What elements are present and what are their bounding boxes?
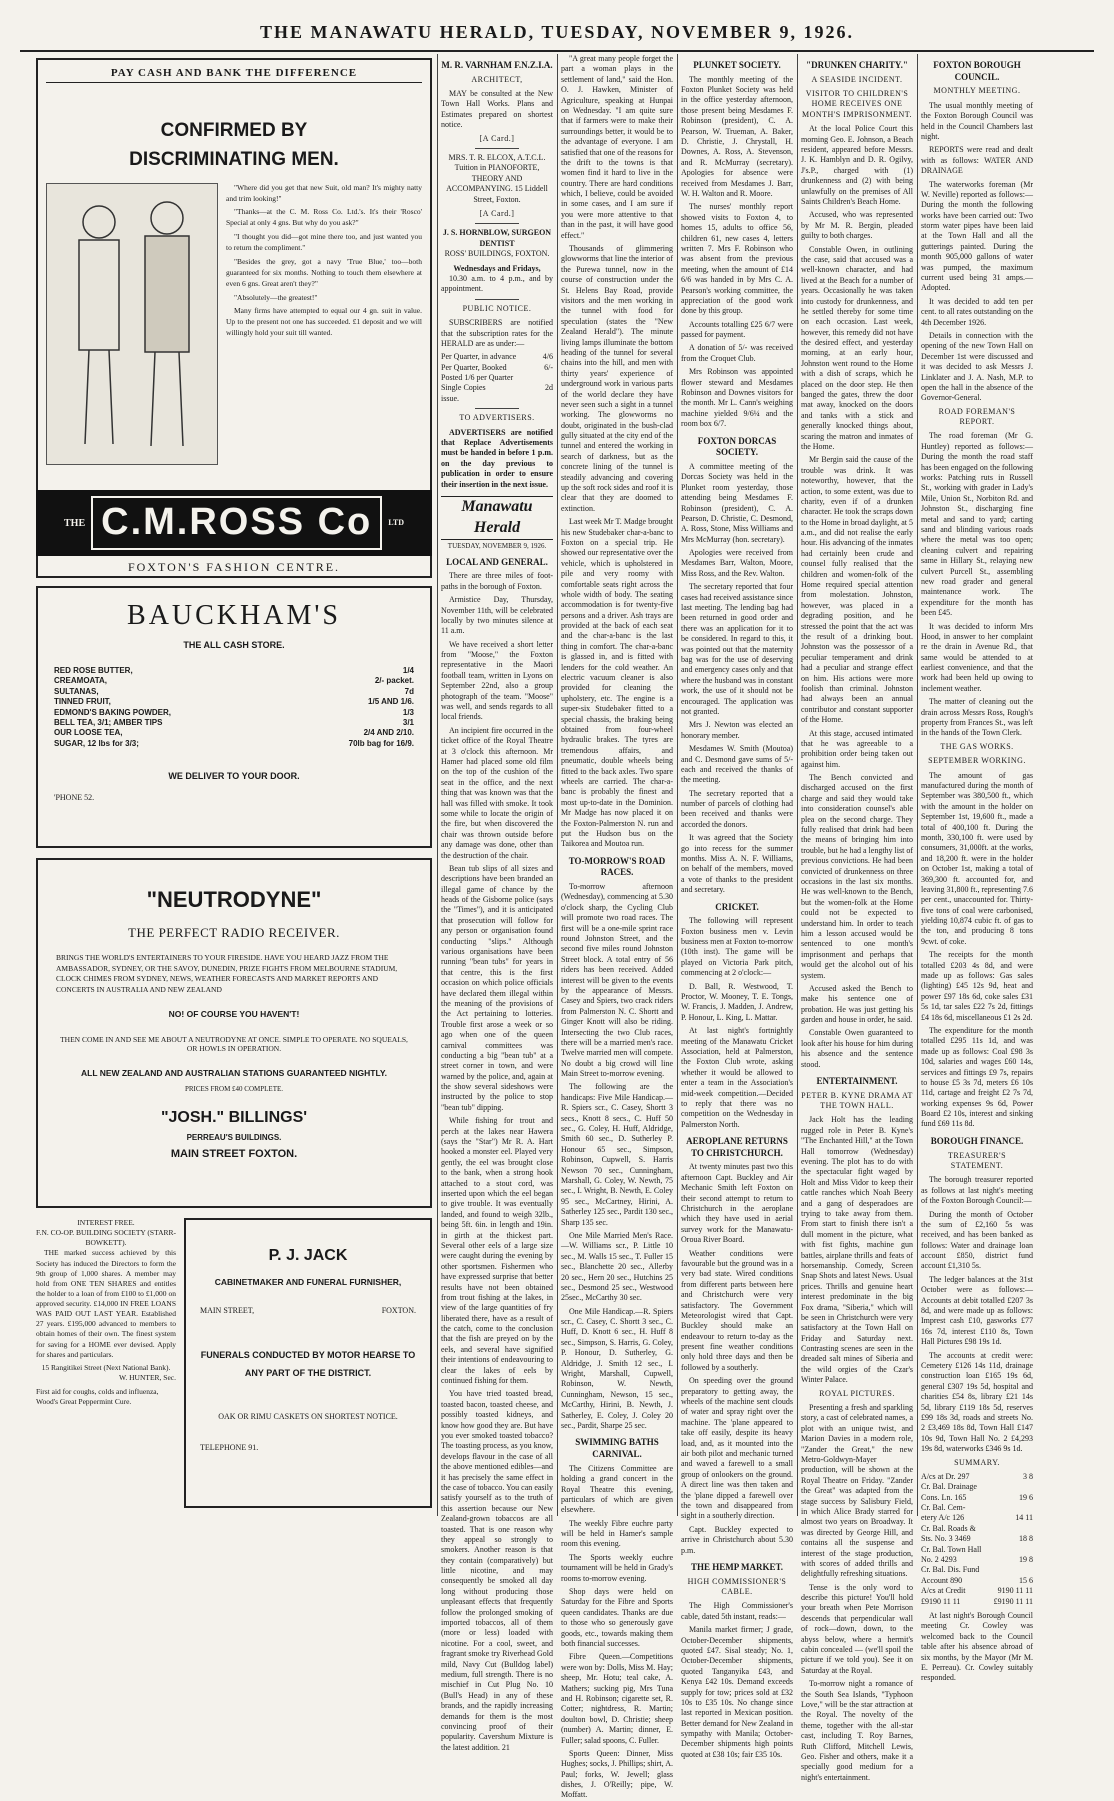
road-head: ROAD FOREMAN'S REPORT. — [938, 406, 1016, 427]
item-price: 1/3 — [402, 707, 414, 717]
column-rule — [797, 54, 798, 1516]
neutrodyne-sub: THE PERFECT RADIO RECEIVER. — [128, 924, 340, 940]
item-price: 1/5 AND 1/6. — [368, 697, 414, 707]
council-para: It was decided to add ten per cent. to all rates outstanding on the 4th December 1926. — [921, 296, 1033, 327]
summary-row — [921, 1472, 1033, 1482]
aero-para: On speeding over the ground preparatory to getting away, the wheels of the machine sent clouds of water and spray right over the machine. The 'plane appeared to take off easily, despite its heavy load, and, as it mounted into the air both pilot and mechanic turned and waved a farewell to a small group of onlookers on the ground. A direct line was then taken and the 'plane dipped a farewell over the town and disappeared from sight in a southerly direction. — [681, 1376, 793, 1521]
summary-value: £9190 11 11 — [993, 1596, 1033, 1606]
price-row — [54, 728, 414, 738]
varnham-name: M. R. VARNHAM F.N.Z.I.A. — [441, 60, 553, 70]
rates-foot: issue. — [441, 393, 459, 403]
charity-para: Mr Bergin said the cause of the trouble was drink. It was noteworthy, however, that the action, to some extent, was due to charity, even if of a drunken character. He took the scraps down to the Home in broad daylight, at 5 a.m., and did not realise the early hour. His advancing of the inmates had certainly been crude and counsel fully realised that the children and women-folk of the Home required special attention from molestation. Johnston, however, was placed in a degrading position, and he stressed the point that the act was the result of a drinking bout. Johnston was the possessor of a peculiar temperament and drink had a peculiar and strange effect on him. His actions were more foolish than criminal. Johnston had always been an annual contributor and constant supporter of the Home. — [801, 455, 913, 725]
road-para: The matter of cleaning out the drain across Messrs Ross, Rough's property from Frances St., was left in the hands of the Town Clerk. — [921, 697, 1033, 738]
council-para: REPORTS were read and dealt with as follows: WATER AND DRAINAGE — [921, 145, 1033, 176]
jack-advert — [184, 1218, 432, 1508]
summary-label: Account 890 — [921, 1575, 963, 1585]
item-price: 2/- packet. — [374, 676, 414, 686]
billings-bldg: PERREAU'S BUILDINGS. — [186, 1132, 282, 1142]
rate-row — [441, 363, 553, 373]
summary-label: Sts. No. 3 3469 — [921, 1534, 971, 1544]
separator — [475, 408, 520, 409]
aero-para: Capt. Buckley expected to arrive in Christchurch about 5.30 p.m. — [681, 1524, 793, 1555]
summary-label: £9190 11 11 — [921, 1596, 961, 1606]
summary-label: Cr. Bal. Roads & — [921, 1523, 976, 1533]
baths-para: The Sports weekly euchre tournament will be held in Grady's rooms to-morrow evening. — [561, 1552, 673, 1583]
rate-row — [441, 352, 553, 362]
ross-para: Many firms have attempted to equal our 4 gn. suit in value. Up to the present not one has succeeded. £1 deposit and we will willingly hold your suit till wanted. — [226, 306, 422, 338]
column-5 — [801, 54, 913, 1782]
jack-name: P. J. JACK — [268, 1247, 348, 1264]
billings-street: MAIN STREET FOXTON. — [170, 1148, 298, 1161]
summary-row — [921, 1482, 1033, 1492]
charity-para: Accused asked the Bench to make his sentence one of probation. He was just getting his garden and house in order, he said. — [801, 983, 913, 1025]
aero-head: AEROPLANE RETURNS TO CHRISTCHURCH. — [686, 1136, 788, 1158]
dorcas-para: The secretary reported that a number of parcels of clothing had been received and thanks were accorded the donors. — [681, 788, 793, 829]
summary-value: 19 6 — [1019, 1492, 1033, 1502]
rate-value: 2d — [545, 383, 553, 393]
royal-para: To-morrow night a romance of the South Sea Islands, "Typhoon Love," will be the star attraction at the Royal. The novelty of the theme, together with the all-star cast, including T. Roy Barnes, Ruth Clifford, Mitchell Lewis, Geo. Fisher and others, make it a specially good medium for a night's entertainment. — [801, 1679, 913, 1782]
charity-para: The Bench convicted and discharged accused on the first charge and said they would take into consideration counsel's able plea on the second charge. They fully realised that drink had been the means of bringing him into trouble, but he had a lengthy list of previous convictions. He had been convicted of drunkenness on three occasions in the last six months. He was well-known to the Bench, but the women-folk at the Home could not be expected to understand him. In order to teach him a lesson accused would be sentenced to one month's imprisonment and perhaps that would get the alcohol out of his system. — [801, 773, 913, 980]
cricket-para: The following will represent Foxton business men v. Levin business men at Foxton to-morrow (10th inst). The game will be played on Victoria Park pitch, commencing at 2 o'clock:— — [681, 916, 793, 978]
ross-advert — [36, 58, 432, 578]
plunket-head: PLUNKET SOCIETY. — [693, 60, 781, 70]
aero-para: Weather conditions were favourable but the ground was in a very bad state. Wired conditions from different parts between here and Christchurch were very satisfactory. The Government Meteorologist wired that Capt. Buckley should make an endeavour to return to-day as the present fine weather conditions only hold three days and then be followed by a southerly. — [681, 1248, 793, 1372]
summary-table — [921, 1472, 1033, 1607]
jack-address — [200, 1306, 416, 1316]
item-name: SULTANAS, — [54, 686, 99, 696]
summary-label: Cr. Bal. Dis. Fund — [921, 1565, 980, 1575]
races-head: TO-MORROW'S ROAD RACES. — [568, 855, 666, 878]
column-rule — [557, 54, 558, 1516]
baths-head: SWIMMING BATHS CARNIVAL. — [575, 1437, 659, 1460]
finance-sub: TREASURER'S STATEMENT. — [947, 1150, 1007, 1170]
masthead-rule — [20, 50, 1094, 52]
summary-row — [921, 1493, 1033, 1503]
local-para: There are three miles of foot-paths in the borough of Foxton. — [441, 571, 553, 591]
summary-row — [921, 1503, 1033, 1513]
column-rule — [917, 54, 918, 1516]
finance-head: BOROUGH FINANCE. — [930, 1135, 1024, 1146]
council-sub: MONTHLY MEETING. — [933, 86, 1021, 96]
baths-para: The weekly Fibre euchre party will be held in Hamer's sample room this evening. — [561, 1518, 673, 1549]
charity-head: "DRUNKEN CHARITY." — [806, 60, 908, 70]
summary-row — [921, 1555, 1033, 1565]
rate-row — [441, 383, 553, 393]
ross-logo: C.M.ROSS Co — [91, 496, 382, 549]
dorcas-para: Mrs J. Newton was elected an honorary member. — [681, 720, 793, 740]
charity-para: Accused, who was represented by Mr M. R. Bergin, pleaded guilty to both charges. — [801, 210, 913, 241]
item-price: 70lb bag for 16/9. — [348, 738, 414, 748]
column-6 — [921, 54, 1033, 1683]
price-row — [54, 666, 414, 676]
masthead: THE MANAWATU HERALD, TUESDAY, NOVEMBER 9, 1926. — [259, 22, 855, 42]
interest-head: INTEREST FREE. — [77, 1218, 135, 1227]
varnham-text: MAY be consulted at the New Town Hall Works. Plans and Estimates prepared on shortest notice. — [441, 89, 553, 130]
road-para: The road foreman (Mr G. Huntley) reported as follows:—During the month the road staff has been engaged on the following works: Patching ruts in Russell St., working with grader in Lady's Mile, Union St., Norbiton Rd. and Johnston St., discharging fine metal and sand to yard; carting sand and blinding various roads where the metal was too open; cleaning culvert and repairing same in Hillary St., relaying new culvert Purcell St., assembling new road grader and general maintenance work. The expenditure for the month has been £45. — [921, 431, 1033, 618]
charity-para: At the local Police Court this morning Geo. E. Johnson, a Beach resident, appeared before Messrs. J. K. Hamblyn and D. R. Ogilvy, J's.P., charged with (1) drunkenness and (2) with being unlawfully on the premises of All Saints Children's Beach Home. — [801, 124, 913, 206]
bauckham-phone: 'PHONE 52. — [54, 792, 95, 802]
baths-para: The Citizens Committee are holding a grand concert in the Royal Theatre this evening, particulars of which are given elsewhere. — [561, 1463, 673, 1515]
summary-value: 3 8 — [1023, 1471, 1033, 1481]
dorcas-para: Mesdames W. Smith (Moutoa) and C. Desmond gave sums of 5/- each and received the thanks of the meeting. — [681, 744, 793, 785]
bauckham-deliver: WE DELIVER TO YOUR DOOR. — [168, 771, 300, 782]
ross-logo-the: THE — [64, 517, 86, 529]
neutrodyne-come: THEN COME IN AND SEE ME ABOUT A NEUTRODYNE AT ONCE. SIMPLE TO OPERATE. NO SQUEALS, OR HOWLS IN OPERATION. — [60, 1034, 408, 1054]
hemp-para: Manila market firmer; J grade, October-December shipments, quoted £47. Sisal steady; No. 1, October-December shipments, quoted Tanganyika £43, and Kenya £42 10s. Demand exceeds supply for tow; prices sold at £32 10s to £35 10s. No change since last reported in Mexican position. Better demand for New Zealand in sympathy with Manila; October-December shipments high points quoted at £38 10s; fair £35 10s. — [681, 1625, 793, 1759]
notice-head: PUBLIC NOTICE. — [462, 303, 532, 313]
charity-para: Constable Owen, in outlining the case, said that accused was a well-known character, and had lived at the Beach for a number of years. Occasionally he was taken into custody for drunkenness, and he settled thereby for some time on each occasion. Last week, however, this remedy did not have the desired effect, and yesterday morning, at an early hour, Johnston went round to the Home with a dish of scraps, which he placed on the door step. He then banged the gates, threw the door mat away, knocked on the doors and tanks with a stick and generally knocked things about, scaring the matron and inmates of the Home. — [801, 244, 913, 451]
item-name: CREAMOATA, — [54, 676, 108, 686]
item-name: OUR LOOSE TEA, — [54, 728, 123, 738]
summary-row — [921, 1576, 1033, 1586]
ent-head: ENTERTAINMENT. — [816, 1076, 898, 1087]
charity-para: At this stage, accused intimated that he was agreeable to a prohibition order being taken out against him. — [801, 728, 913, 769]
item-price: 3/1 — [402, 718, 414, 728]
ross-top-line: PAY CASH AND BANK THE DIFFERENCE — [46, 66, 422, 83]
price-row — [54, 687, 414, 697]
races-para: To-morrow afternoon (Wednesday), commencing at 5.30 o'clock sharp, the Cycling Club will promote two road races. The first will be a one-mile sprint race round Johnston Street, and the second five miles round Johnston Street block. A total entry of 56 riders has been received. Added interest will be given to the events by the appearance of Messrs. Casey and Spiers, two crack riders from Palmerston N. C. Shortt and Ginger Knott will also be riding. Intersecting the two Club races, there will be a married men's race. Twelve married men will compete. No doubt a big crowd will line Main Street to-morrow evening. — [561, 882, 673, 1079]
price-row — [54, 697, 414, 707]
hemp-head: THE HEMP MARKET. — [690, 1561, 784, 1572]
dorcas-para: The secretary reported that four cases had received assistance since last meeting. The lending bag had been returned in good order and there was an application for it to be considered. In regard to this, it was pointed out that the maternity bag was for the use of deserving and emergency cases only and that where the husband was in constant work, the use of it should not be encouraged. The application was not granted. — [681, 582, 793, 716]
item-name: BELL TEA, 3/1; AMBER TIPS — [54, 718, 163, 728]
plunket-para: The monthly meeting of the Foxton Plunket Society was held in the office yesterday afternoon, those present being Mesdames F. Robinson (president), C. A. Pearson, W. Trueman, A. Baker, D. Christie, J. Chrystall, H. Downes, A. Ross, A. Stevenson, and R. McMurray (secretary). Apologies for absence were received from Mesdames J. Barr, W. H. Walton and R. Moore. — [681, 74, 793, 198]
neutrodyne-all: ALL NEW ZEALAND AND AUSTRALIAN STATIONS GUARANTEED NIGHTLY. — [81, 1068, 387, 1079]
races-para: One Mile Handicap.—R. Spiers scr., C. Casey, C. Shortt 3 sec., C. Huff, D. Knott 6 sec., H. Huff 8 sec., Simpson, S. Harris, G. Coley, P. Honour, D. Sutherley, G. Aldridge, J. Smith 12 sec., I. Wright, Marshall, Cupwell, Robinson, W. Newth, Cunningham, Newson, 15 sec., McCarthy, Hirini, B. Newth, J. Satherley, E. Coley, J. Coley 20 sec., Pardit, Sharpe 25 sec. — [561, 1306, 673, 1430]
ross-tagline: FOXTON'S FASHION CENTRE. — [127, 560, 341, 574]
summary-row — [921, 1513, 1033, 1523]
rate-label: Per Quarter, in advance — [441, 352, 517, 362]
aero-para: At twenty minutes past two this afternoon Capt. Buckley and Air Mechanic Smith left Foxton on their second attempt to return to Christchurch in the aeroplane which they have used in aerial survey work for the Manawatu-Oroua River Board. — [681, 1162, 793, 1245]
item-name: EDMOND'S BAKING POWDER, — [54, 707, 172, 717]
jack-town: FOXTON. — [381, 1305, 416, 1315]
summary-label: A/cs at Credit — [921, 1586, 966, 1596]
column-rule — [677, 54, 678, 1516]
jack-street: MAIN STREET, — [200, 1305, 255, 1315]
interest-text: THE marked success achieved by this Society has induced the Directors to form the 9th group of 1,000 shares. A member may hold from ONE TEN SHARES and entitles the holder to a loan of from £100 to £1,000 on approved security. £14,000 IN FREE LOANS WAS PAID OUT LAST YEAR. Established 27 years. £195,000 advanced to members to obtain homes of their own. The finest system for saving for a HOME ever devised. Apply for shares and particulars. — [36, 1248, 176, 1359]
news-para: Thousands of glimmering glowworms that line the interior of the Purewa tunnel, now in the course of construction under the St. Helens Bay Road, provide visitors and the men working in the tunnel with food for speculation (states the "New Zealand Herald"). The minute living lamps illuminate the bottom heading of the tunnel for several chains into the hill, and men with thirty years' experience of underground work in various parts of the world declare they have never seen such a sight in a tunnel working. The glowworms no doubt, originated in the bush-clad gully situated at the city end of the tunnel and entered the working in search of darkness, but as the concrete lining of the tunnel is steadily advancing and covering up the soft rock sides and roof it is clear that they are doomed to extinction. — [561, 244, 673, 513]
price-row — [54, 739, 414, 749]
neutrodyne-text: BRINGS THE WORLD'S ENTERTAINERS TO YOUR FIRESIDE. HAVE YOU HEARD JAZZ FROM THE AMBASSADOR, SYDNEY, OR THE SAVOY, DUNEDIN, PRIZE FIGHTS FROM MELBOURNE STADIUM, CLOCK CHIMES FROM SYDNEY, NEWS, WEATHER FORECASTS AND MARKET REPORTS AND CONCERTS IN AUSTRALIA AND NEW ZEALAND — [56, 953, 398, 994]
cricket-para: D. Ball, R. Westwood, T. Proctor, W. Mooney, T. E. Tongs, W. Francis, J. Madden, J. Andrew, P. Honour, L. King, L. Mattar. — [681, 981, 793, 1022]
summary-row — [921, 1534, 1033, 1544]
summary-value: 14 11 — [1015, 1513, 1033, 1523]
column-4 — [681, 54, 793, 1759]
summary-row — [921, 1524, 1033, 1534]
summary-row — [921, 1586, 1033, 1596]
interest-foot: First aid for coughs, colds and influenza, Wood's Great Peppermint Cure. — [36, 1387, 159, 1407]
summary-value: 15 6 — [1019, 1575, 1033, 1585]
summary-row — [921, 1597, 1033, 1607]
billings-name: "JOSH." BILLINGS' — [160, 1109, 308, 1127]
item-price: 1/4 — [402, 666, 414, 676]
hornblow-days: Wednesdays and Fridays, — [453, 263, 541, 273]
rate-label: Per Quarter, Booked — [441, 362, 507, 372]
local-head: LOCAL AND GENERAL. — [446, 556, 548, 567]
council-para: The usual monthly meeting of the Foxton Borough Council was held in the Council Chambers last night. — [921, 100, 1033, 141]
price-row — [54, 676, 414, 686]
finance-para: The ledger balances at the 31st October were as follows:—Accounts at debit totalled £207 3s 8d, and were made up as follows: Imprest cash £10, gasworks £77 16s 7d, interest £110 8s, Town Hall Pictures £98 19s 1d. — [921, 1274, 1033, 1347]
ross-para: "Where did you get that new Suit, old man? It's mighty natty and trim looking!" — [226, 182, 422, 203]
news-para: Last week Mr T. Madge brought his new Studebaker char-a-banc to Foxton on a special trip. He showed our representative over the vehicle, which is upholstered in pile and very roomy with comfortable seats right across the whole width of body. The seating accommodation is for twenty-five persons and a driver. Ash trays are provided at the back of each seat and the char-a-banc is the last thing in comfort. The char-a-banc is glassed in, and is fitted with lenders for the cold weather. An electric vacuum cleaner is also provided for cleaning the upholstery, etc. The engine is a super-six Studebaker fitted to a special chassis, the braking being obtained from four-wheel hydraulic brakes. The tyres are tremendous affairs, and pneumatic, double wheels being fitted to the back axles. Two spare wheels are carried. The char-a-banc is probably the finest and most up-to-date in the Dominion. Mr Madge has now placed it on the Foxton-Palmerston N. run and put the Hudson bus on the Taikorea and Moutoa run. — [561, 517, 673, 849]
ent-sub: PETER B. KYNE DRAMA AT THE TOWN HALL. — [801, 1090, 913, 1111]
charity-sub: A SEASIDE INCIDENT. — [811, 74, 903, 84]
road-para: It was decided to inform Mrs Hood, in answer to her complaint re the drain in Avenue Rd., that same would be attended to at earliest convenience, and that the work had been held up owing to inclement weather. — [921, 621, 1033, 693]
two-men-illustration — [46, 183, 218, 465]
ross-para: "I thought you did—got mine there too, and just wanted you to return the compliment." — [226, 232, 422, 253]
jack-hearse: FUNERALS CONDUCTED BY MOTOR HEARSE TO ANY PART OF THE DISTRICT. — [200, 1350, 416, 1379]
charity-sub2: VISITOR TO CHILDREN'S HOME RECEIVES ONE MONTH'S IMPRISONMENT. — [801, 89, 913, 119]
baths-para: Shop days were held on Saturday for the Fibre and Sports queen candidates. Thanks are due to those who so generously gave goods, etc., towards making them both financial successes. — [561, 1587, 673, 1648]
neutrodyne-price: PRICES FROM £40 COMPLETE. — [184, 1085, 284, 1094]
races-para: The following are the handicaps: Five Mile Handicap.—R. Spiers scr., C. Casey, Shortt 3 secs., Knott 8 secs., C. Huff 50 sec., G. Coley, H. Huff, Aldridge, Smith 60 sec., D. Sutherley P. Honour 65 sec., Simpson, Robinson, Cupwell, S. Harris Newson 70 sec., Cunningham, Marshall, G. Coley, W. Newth, 75 sec., I. Wright, B. Newth, E. Coley 95 sec., McCartney, Hirini, A. Satherley 125 sec., Pardit 130 sec., Sharp 135 sec. — [561, 1082, 673, 1227]
advert-column — [36, 58, 432, 1516]
bauckham-advert — [36, 586, 432, 848]
ross-para: "Absolutely—the greatest!" — [234, 292, 318, 302]
ross-para: "Besides the grey, got a navy 'True Blue,' too—both guaranteed for six months. Nothing to touch them elsewhere at even 6 gns. Great aren't they?" — [226, 256, 422, 288]
item-name: TINNED FRUIT, — [54, 697, 111, 707]
hornblow-hours: 10.30 a.m. to 4 p.m., and by appointment. — [441, 273, 553, 294]
summary-label: Cr. Bal. Cem- — [921, 1503, 966, 1513]
summary-label: Cons. Ln. 165 — [921, 1492, 967, 1502]
separator — [475, 223, 520, 224]
separator — [475, 299, 520, 300]
item-name: RED ROSE BUTTER, — [54, 666, 133, 676]
summary-label: etery A/c 126 — [921, 1513, 965, 1523]
gentlemen-figure-icon — [47, 184, 217, 464]
column-3 — [561, 54, 673, 1800]
neutrodyne-advert — [36, 858, 432, 1208]
rate-value: 6/- — [544, 362, 553, 372]
ross-para: "Thanks—at the C. M. Ross Co. Ltd.'s. It's their 'Rosco' Special at only 4 gns. But why do you ask?" — [226, 207, 422, 228]
bauckham-sub: THE ALL CASH STORE. — [183, 640, 285, 651]
interest-sec: W. HUNTER, Sec. — [118, 1372, 176, 1382]
card-label: [A Card.] — [479, 208, 515, 218]
summary-head: SUMMARY. — [954, 1457, 1000, 1467]
baths-para: Fibre Queen.—Competitions were won by: Dolls, Miss M. Hay; sheep, Mr. Hotu; teal cake, A. Mathers; sucking pig, Mrs Tuna and H. Robinson; cigarette set, R. Cotter; nightdress, R. Martin; doulton bowl, D. Christie; sheep (number) A. Martin; dinner, E. Fuller; salad spoons, C. Fuller. — [561, 1652, 673, 1745]
ross-heading-2: DISCRIMINATING MEN. — [129, 148, 339, 170]
gas-sub: SEPTEMBER WORKING. — [928, 756, 1026, 766]
council-para: The waterworks foreman (Mr W. Neville) reported as follows:—During the month the following works have been carried out: Two storm water pipes have been laid at the Town Hall and all the gutterings painted. During the month 905,000 gallons of water was pumped, the maximum current used being 31 amps.—Adopted. — [921, 179, 1033, 293]
closing-para: At last night's Borough Council meeting Cr. Cowley was welcomed back to the Council table after his absence abroad of six months, by the Mayor (Mr M. E. Perreau). Cr. Cowley suitably responded. — [921, 1610, 1033, 1683]
royal-head: ROYAL PICTURES. — [819, 1388, 895, 1398]
jack-phone: TELEPHONE 91. — [200, 1442, 259, 1452]
ross-logo-banner — [36, 490, 432, 556]
summary-label: Cr. Bal. Town Hall — [921, 1544, 982, 1554]
cricket-para: At last night's fortnightly meeting of the Manawatu Cricket Association, held at Palmerston, the Foxton Club wrote, asking whether it would be allowed to enter a team in the Association's mid-week competition.—Decided to reply that there was no competition on the Wednesday in Palmerston North. — [681, 1026, 793, 1129]
summary-row — [921, 1545, 1033, 1555]
hemp-para: The High Commissioner's cable, dated 5th instant, reads:— — [681, 1601, 793, 1621]
finance-para: During the month of October the sum of £2,160 5s was received, and has been banked as follows: Water and drainage loan account £850, district fund account £1,310 5s. — [921, 1209, 1033, 1271]
summary-label: A/cs at Dr. 297 — [921, 1471, 970, 1481]
finance-para: The accounts at credit were: Cemetery £126 14s 11d, drainage construction loan £165 19s 6d, general £307 19s 5d, hospital and charities £54 8s, library £21 14s 5d, library £119 18s 5d, reserves £99 18s 3d, roads and streets No. 2 £3,469 18s 8d, Town Hall £147 10s 9d, Town Hall No. 2 £4,293 19s 8d, waterworks £346 9s 1d. — [921, 1350, 1033, 1454]
plunket-para: Accounts totalling £25 6/7 were passed for payment. — [681, 319, 793, 340]
ross-heading-1: CONFIRMED BY — [160, 120, 308, 142]
dorcas-para: It was agreed that the Society go into recess for the summer months. Miss A. N. F. Williams, on behalf of the members, moved a vote of thanks to the president and secretary. — [681, 833, 793, 895]
price-row — [54, 718, 414, 728]
rate-label: Posted 1/6 per Quarter — [441, 373, 514, 383]
interest-sub: F.N. CO-OP. BUILDING SOCIETY (STARR-BOWKETT). — [36, 1228, 176, 1248]
notice-text: SUBSCRIBERS are notified that the subscription rates for the HERALD are as under:— — [441, 318, 553, 348]
royal-para: Presenting a fresh and sparkling story, a cast of celebrated names, a plot with an unique twist, and Marion Davies in a modern role, "Zander the Great," the new Metro-Goldwyn-Mayer production, will be shown at the Royal Theatre on Friday. "Zander the Great" was adapted from the stage success by Salisbury Field, in which Alice Brady starred for almost two years on Broadway. It was directed by George Hill, and contains all the suspense and interest of the stage production, with scores of added thrills and delightfully refreshing situations. — [801, 1403, 913, 1579]
column-rule — [437, 54, 438, 1516]
paper-title: Manawatu Herald — [441, 496, 553, 540]
gas-para: The amount of gas manufactured during the month of September was 380,500 ft., which with the amount in the holder on September 1st, 19,600 ft., made a total of 400,100 ft. During the month, 330,100 ft. were used by consumers, 31,000ft. at the works, and 18,200 ft. were in the holder on October 1st, making a total of 369,300 ft. accounted for, and leaving 31,800 ft., representing 7.6 per cent., unaccounted for. Thirty-five tons of coal were carbonised, yielding 10,874 cubic ft. of gas to the ton, and producing 8 tons 9cwt. of coke. — [921, 770, 1033, 946]
dorcas-head: FOXTON DORCAS SOCIETY. — [697, 435, 777, 458]
bauckham-price-list — [54, 666, 414, 749]
gas-para: The expenditure for the month totalled £295 11s 1d, and was made up as follows: Coal £98 3s 10d, salaries and wages £60 14s, services and fittings £9 7s, repairs to house £5 3s 7d, meters £6 10s 11d, cartage and freight £2 7s 7d, working expenses 9s 6d, Power Board £2 10s, interest and sinking fund £69 11s 8d. — [921, 1025, 1033, 1129]
gas-para: The receipts for the month totalled £203 4s 8d, and were made up as follows: Gas sales (lighting) £45 12s 9d, heat and power £97 18s 6d, coke sales £31 5s 1d, tar sales £22 7s 2d, fittings £4 18s 6d, miscellaneous £1 2s 2d. — [921, 950, 1033, 1022]
summary-value: 9190 11 11 — [997, 1586, 1033, 1596]
card-label: [A Card.] — [479, 133, 515, 143]
jack-caskets: OAK OR RIMU CASKETS ON SHORTEST NOTICE. — [218, 1412, 398, 1422]
local-para: Bean tub slips of all sizes and descriptions have been branded an illegal game of chance by the heads of the Gisborne police (says the "Times"), and it is anticipated that prosecution will follow for any person or organisation found conducting "slips." Although various organisations have been running "bean tubs" for years in that centre, this is the first occasion on which police officials have declared them illegal within the meaning of the provisions of the Act pertaining to lotteries. Trouble first arose a week or so ago when one of the queen carnival committees was conducting a big "bean tub" at a street corner in town, and were warned by the police, and, again at the show several sideshows were instructed by the police to stop "bean tub" dipping. — [441, 863, 553, 1112]
column-2 — [441, 54, 553, 1752]
hornblow-name: J. S. HORNBLOW, SURGEON DENTIST — [442, 228, 552, 248]
neutrodyne-title: "NEUTRODYNE" — [146, 887, 322, 912]
local-para: Armistice Day, Thursday, November 11th, will be celebrated locally by two minutes silence at 11 a.m. — [441, 595, 553, 636]
summary-value: 19 8 — [1019, 1555, 1033, 1565]
gas-head: THE GAS WORKS. — [940, 741, 1014, 751]
varnham-sub: ARCHITECT, — [471, 74, 523, 84]
summary-label: Cr. Bal. Drainage — [921, 1482, 977, 1492]
neutrodyne-no: NO! OF COURSE YOU HAVEN'T! — [168, 1009, 300, 1020]
summary-value: 18 8 — [1019, 1534, 1033, 1544]
charity-para: Constable Owen guaranteed to look after his house for him during his absence and the sentence stood. — [801, 1028, 913, 1069]
elcox-card: MRS. T. R. ELCOX, A.T.C.L. Tuition in PIANOFORTE, THEORY AND ACCOMPANYING. 15 Liddell Street, Foxton. — [446, 153, 548, 204]
royal-para: Tense is the only word to describe this picture! You'll hold your breath when Pete Morrison descends that perpendicular wall of rock—down, down, to the abyss below, where a hermit's cabin concealed — (we'll spoil the picture if we told you). See it on Saturday at the Royal. — [801, 1582, 913, 1675]
advert-text: ADVERTISERS are notified that Replace Advertisements must be handed in before 1 p.m. on the day previous to publication in order to ensure their insertion in the next issue. — [441, 427, 553, 489]
summary-row — [921, 1565, 1033, 1575]
local-para: While fishing for trout and perch at the lakes near Hawera (says the "Star") Mr R. A. Hart hooked a monster eel. Played very gently, the eel was brought close to the bank, when a strong hook attached to a stout cord, was inserted upon which the eel began to give trouble. It was eventually landed, and found to weigh 32lb., being 5ft. 6in. in length and 19in. in girth at the thickest part. Several other eels of a large size were caught during the evening by other sportsmen. Fishermen who have expressed surprise that better results have not been obtained from trout fishing at the lakes, in view of the large quantities of fry liberated there, have as a result of the catch, come to the conclusion that the fish are preyed on by the eels, and several have signified their intentions of endeavouring to clear the lakes of eels by continued fishing for them. — [441, 1116, 553, 1386]
rate-label: Single Copies — [441, 383, 486, 393]
interest-addr: 15 Rangitikei Street (Next National Bank). — [41, 1362, 171, 1372]
finance-para: The borough treasurer reported as follows at last night's meeting of the Foxton Borough Council:— — [921, 1175, 1033, 1206]
baths-para: Sports Queen: Dinner, Miss Hughes; socks, J. Phillips; shirt, A. Paul; forks, W. Jewell; glass dishes, J. O'Reilly; pipe, W. Moffatt. — [561, 1748, 673, 1800]
bauckham-title: BAUCKHAM'S — [127, 600, 341, 631]
plunket-para: Mrs Robinson was appointed flower steward and Mesdames Robinson and Downes visitors for the month. Mr L. Cann's weighing machine yielded 9/6¼ and the room box 6/7. — [681, 367, 793, 429]
council-para: Details in connection with the opening of the new Town Hall on December 1st were discussed and it was decided to ask Messrs J. Linklater and J. A. Nash, M.P. to open the hall in the absence of the Governor-General. — [921, 330, 1033, 403]
jack-trade: CABINETMAKER AND FUNERAL FURNISHER, — [214, 1276, 402, 1287]
races-para: One Mile Married Men's Race.—W. Williams scr., P. Little 10 sec., M. Walls 15 sec., T. Fuller 15 sec., Blanchette 20 sec., Allerby 20 sec., Hern 20 sec., Hutchins 25 sec., Desmond 25 sec., Westwood 25sec., McCarthy 30 sec. — [561, 1230, 673, 1303]
price-row — [54, 708, 414, 718]
hemp-sub: HIGH COMMISSIONER'S CABLE. — [687, 1576, 787, 1596]
rate-row — [441, 373, 553, 383]
bottom-ads — [36, 1218, 432, 1518]
local-para: You have tried toasted bread, toasted bacon, toasted cheese, and possibly toasted kidneys, and know how good they are. But have you ever smoked toasted tobacco? The toasting process, as you know, develops flavour in the case of all the above mentioned edibles—and it has precisely the same effect in the case of tobacco. You can easily satisfy yourself as to the truth of this assertion because our New Zealand-grown tobaccos are all toasted. That is one reason why they appeal so strongly to smokers. Another reason is that they contain (comparatively) but little nicotine, and may consequently be smoked all day long without producing those unpleasant effects that frequently follow the prolonged smoking of imported tobaccos, all of them (more or less) loaded with nicotine. For a cool, sweet, and fragrant smoke try Riverhead Gold mild, Navy Cut (Bulldog label) medium, full strength. There is no mischief in Cut Plug No. 10 (Bull's Head) in any of these brands, and the rapidly increasing demands for them is the most convincing proof of their popularity. Cavershum Mixture is the latest addition. 21 — [441, 1389, 553, 1752]
local-para: An incipient fire occurred in the ticket office of the Royal Theatre at 3 o'clock this afternoon. Mr Hamer had placed some old film on the top of the cushion of the seat in the office, and the next thing that was known was that the hall was filled with smoke. It took some while to locate the origin of the fire, but when discovered the chair was thrown outside before any damage was done, other than the destruction of the chair. — [441, 725, 553, 860]
paper-date: TUESDAY, NOVEMBER 9, 1926. — [447, 541, 547, 550]
interest-free-advert — [36, 1218, 176, 1518]
ross-logo-ltd: LTD — [388, 517, 404, 527]
dorcas-para: Apologies were received from Mesdames Barr, Walton, Moore, Miss Ross, and the Rev. Walton. — [681, 548, 793, 578]
news-para: "A great many people forget the part a woman plays in the settlement of land," said the Hon. O. J. Hawken, Minister of Agriculture, speaking at Hunpai on Wednesday. "I am quite sure that if farmers were to make their surroundings better, it would be to the advantage of everyone. I am satisfied that one of the reasons for the drift to the towns is that women find it hard to live in the country. There are hard conditions which, I believe, could be avoided in some cases, and I am sure if you were more attentive to that than in the past, it will have good effect." — [561, 54, 673, 240]
advert-head: TO ADVERTISERS. — [459, 413, 535, 423]
plunket-para: A donation of 5/- was received from the Croquet Club. — [681, 343, 793, 363]
plunket-para: The nurses' monthly report showed visits to Foxton 4, to homes 15, adults to office 56, children 61, new cases 4, letters written 7. Mrs F. Robinson who was absent from the previous meeting, when the amount of £14 6/6 was handed in by Mrs C. A. Pearson's working committee, the appreciation of the good work done by this group. — [681, 202, 793, 316]
hornblow-addr: ROSS' BUILDINGS, FOXTON. — [444, 249, 550, 259]
ent-para: Jack Holt has the leading rugged role in Peter B. Kyne's "The Enchanted Hill," at the Town Hall tomorrow (Wednesday) evening. The plot has to do with the spectacular fight waged by Holt and Miss Vidor to keep their cattle ranches which Noah Beery and a gang of desperadoes are trying to take away from them. From start to finish there isn't a dull moment in the picture, what with fist fights, machine gun battles, airplane thrills and feats of horsemanship. Comedy, Screen Snap Shots and latest News. Usual prices. Thrills and genuine heart interest predominate in the big Fox drama, "Siberia," which will be seen in Christchurch were very satisfactory at the Town Hall on Friday and Saturday next. Contrasting scenes are seen in the dreaded salt mines of Siberia and the wild orgies of the Czar's Winter Palace. — [801, 1115, 913, 1385]
item-price: 7d — [404, 686, 414, 696]
dorcas-para: A committee meeting of the Dorcas Society was held in the Plunket room yesterday, those attending being Mesdames F. Robinson (president), C. A. Pearson, D. Christie, C. Desmond, A. Ross, Stone, Miss Williams and Mrs McMurray (hon. secretary). — [681, 461, 793, 544]
item-price: 2/4 AND 2/10. — [363, 728, 414, 738]
local-para: We have received a short letter from "Moose," the Foxton representative in the Maori football team, written in Lyons on September 22nd, also a group photograph of the team. "Moose" was well, and sends regards to all local friends. — [441, 639, 553, 722]
summary-label: No. 2 4293 — [921, 1555, 957, 1565]
cricket-head: CRICKET. — [715, 901, 759, 912]
separator — [475, 148, 520, 149]
ross-text — [226, 183, 422, 465]
council-head: FOXTON BOROUGH COUNCIL. — [933, 60, 1021, 82]
rate-value: 4/6 — [542, 352, 553, 362]
item-name: SUGAR, 12 lbs for 3/3; — [54, 738, 139, 748]
